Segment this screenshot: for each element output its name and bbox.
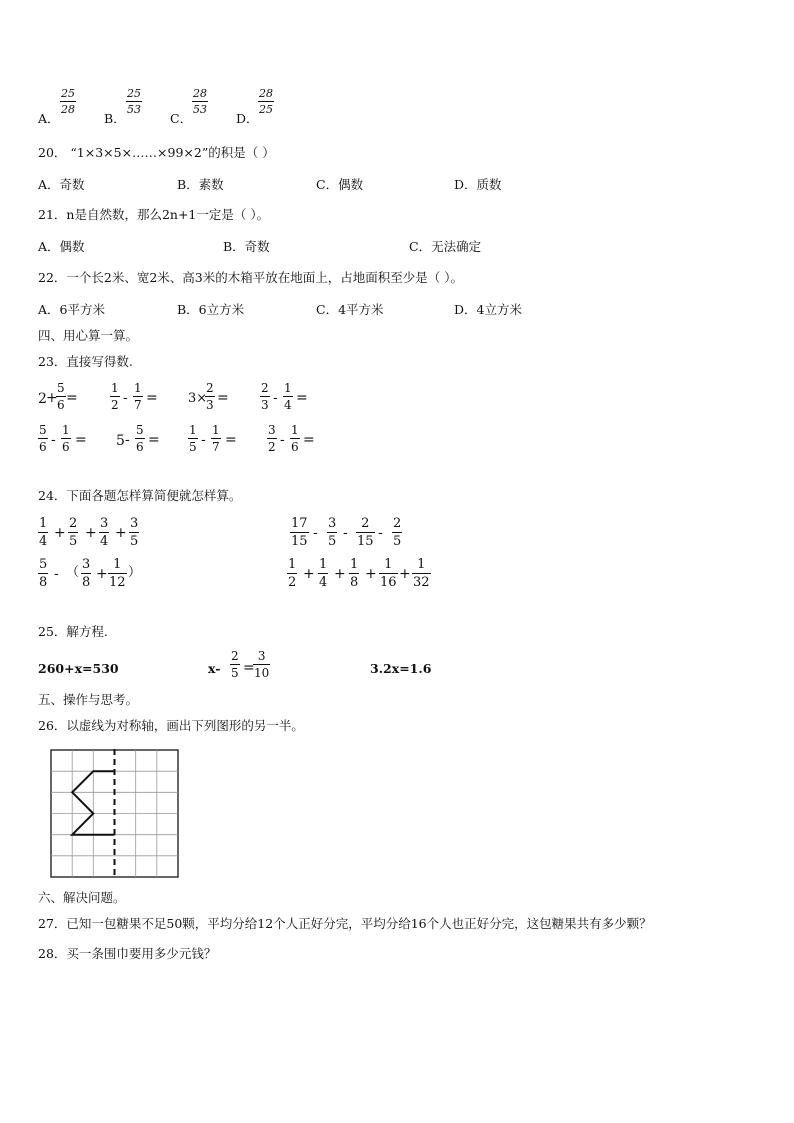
expr-fraction: $\frac{1}{6}$ (291, 423, 299, 454)
expr-fraction: $\frac{2}{5}$ (231, 649, 239, 680)
expr-fraction: $\frac{3}{8}$ (82, 557, 91, 590)
expr-term: x- (208, 661, 221, 676)
expr-operator: - (273, 390, 278, 406)
option-label: D． (236, 111, 259, 126)
expr-operator: - (125, 432, 130, 448)
expr-operator: + (96, 566, 108, 582)
expr-equals: = (146, 390, 158, 406)
expr-fraction: $\frac{3}{5}$ (328, 516, 337, 549)
question-26: 26．以虚线为对称轴，画出下列图形的另一半。 (38, 718, 304, 733)
option: B．素数 (177, 177, 224, 192)
section-heading: 四、用心算一算。 (38, 328, 139, 343)
expr-fraction: $\frac{1}{4}$ (284, 381, 292, 412)
question-21: 21．n是自然数，那么2n+1一定是（ ）。 (38, 207, 270, 222)
expr-equals: = (148, 432, 160, 448)
section-heading: 六、解决问题。 (38, 890, 126, 905)
expr-number: 5 (116, 433, 125, 449)
option: B．奇数 (223, 239, 270, 254)
symmetry-grid (50, 749, 180, 879)
expr-fraction: $\frac{5}{6}$ (57, 381, 65, 412)
expr-operator: - (280, 432, 285, 448)
option-label: B． (104, 111, 126, 126)
option: C．偶数 (316, 177, 364, 192)
option: A．偶数 (38, 239, 85, 254)
question-23: 23．直接写得数. (38, 354, 133, 369)
expr-fraction: $\frac{1}{16}$ (380, 557, 397, 590)
left-paren: （ (66, 565, 80, 580)
expr-equals: = (217, 390, 229, 406)
expr-fraction: $\frac{2}{3}$ (261, 381, 269, 412)
question-24: 24．下面各题怎样算简便就怎样算。 (38, 488, 242, 503)
expr-operator: - (54, 566, 59, 582)
expr-operator: + (399, 566, 411, 582)
right-paren: ） (128, 565, 142, 580)
expr-fraction: $\frac{2}{5}$ (69, 516, 78, 549)
option: C．无法确定 (409, 239, 482, 254)
expr-operator: + (334, 566, 346, 582)
option: D．4立方米 (454, 302, 522, 317)
expr-operator: + (85, 525, 97, 541)
expr-equals: = (66, 390, 78, 406)
expr-equals: = (296, 390, 308, 406)
expr-fraction: $\frac{3}{2}$ (268, 423, 276, 454)
expr-number: 3× (188, 391, 208, 406)
question-22: 22．一个长2米、宽2米、高3米的木箱平放在地面上，占地面积至少是（ ）。 (38, 270, 463, 285)
expr-operator: - (201, 432, 206, 448)
expr-operator: - (378, 525, 383, 541)
expr-fraction: $\frac{1}{5}$ (189, 423, 197, 454)
equation-1: 260+x=530 (38, 661, 119, 676)
expr-operator: - (343, 525, 348, 541)
expr-operator: - (313, 525, 318, 541)
option-fraction: $\frac{25}{53}$ (127, 87, 141, 116)
expr-fraction: $\frac{3}{5}$ (130, 516, 139, 549)
question-25: 25．解方程. (38, 624, 108, 639)
expr-fraction: $\frac{3}{4}$ (100, 516, 109, 549)
question-20: 20． “1×3×5×……×99×2”的积是（ ） (38, 145, 275, 160)
expr-equals: = (75, 432, 87, 448)
expr-equals: = (303, 432, 315, 448)
expr-operator: - (123, 390, 128, 406)
expr-fraction: $\frac{1}{8}$ (350, 557, 359, 590)
expr-fraction: $\frac{2}{5}$ (393, 516, 402, 549)
option-fraction: $\frac{28}{53}$ (193, 87, 207, 116)
expr-number: 2 (38, 391, 47, 407)
expr-fraction: $\frac{1}{4}$ (39, 516, 48, 549)
option: A．6平方米 (38, 302, 105, 317)
expr-fraction: $\frac{1}{4}$ (319, 557, 328, 590)
equation-3: 3.2x=1.6 (370, 661, 432, 676)
expr-operator: + (54, 525, 66, 541)
option: A．奇数 (38, 177, 85, 192)
expr-fraction: $\frac{2}{3}$ (206, 381, 214, 412)
expr-operator: + (115, 525, 127, 541)
question-27: 27．已知一包糖果不足50颗，平均分给12个人正好分完，平均分给16个人也正好分完，这包糖果共有多少颗？ (38, 916, 652, 931)
expr-fraction: $\frac{17}{15}$ (291, 516, 308, 549)
expr-operator: + (303, 566, 315, 582)
option-fraction: $\frac{28}{25}$ (259, 87, 273, 116)
expr-operator: + (365, 566, 377, 582)
expr-fraction: $\frac{1}{12}$ (109, 557, 126, 590)
option: B．6立方米 (177, 302, 245, 317)
expr-fraction: $\frac{3}{10}$ (254, 649, 270, 680)
expr-equals: = (225, 432, 237, 448)
expr-operator: + (46, 390, 58, 406)
expr-fraction: $\frac{1}{2}$ (288, 557, 297, 590)
option-label: A． (38, 111, 60, 126)
question-28: 28．买一条围巾要用多少元钱？ (38, 946, 217, 961)
expr-fraction: $\frac{2}{15}$ (357, 516, 374, 549)
section-heading: 五、操作与思考。 (38, 692, 139, 707)
expr-fraction: $\frac{1}{6}$ (62, 423, 70, 454)
option-label: C． (170, 111, 193, 126)
expr-fraction: $\frac{5}{8}$ (39, 557, 48, 590)
option: C．4平方米 (316, 302, 384, 317)
expr-equals: = (243, 660, 255, 676)
expr-fraction: $\frac{1}{2}$ (111, 381, 119, 412)
expr-fraction: $\frac{1}{32}$ (413, 557, 430, 590)
option: D．质数 (454, 177, 502, 192)
expr-fraction: $\frac{1}{7}$ (134, 381, 142, 412)
option-fraction: $\frac{25}{28}$ (61, 87, 75, 116)
expr-operator: - (51, 432, 56, 448)
expr-fraction: $\frac{1}{7}$ (212, 423, 220, 454)
expr-fraction: $\frac{5}{6}$ (136, 423, 144, 454)
expr-fraction: $\frac{5}{6}$ (39, 423, 47, 454)
